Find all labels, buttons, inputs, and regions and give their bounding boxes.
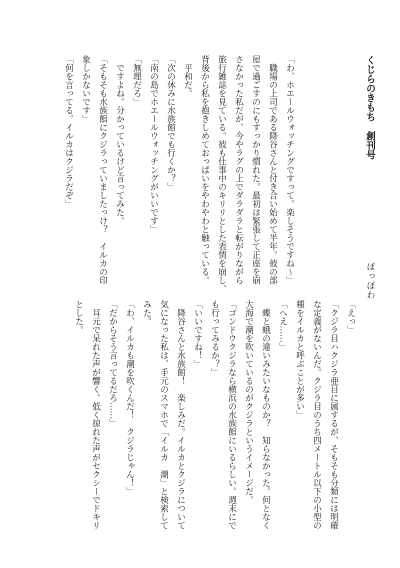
body-upper-block (60, 55, 298, 291)
text-line: 「へえ……」 (277, 300, 288, 351)
text-line: 「ゴンドウクジラなら横浜の水族館にいるらしい。週末にで (226, 300, 237, 530)
text-line: とした。 (73, 300, 84, 334)
text-line: 職場の上司である降谷さんと付き合い始めて半年。彼の部 (267, 55, 278, 285)
text-line: 象しかないです」 (80, 55, 91, 123)
text-line: 旅行雑誌を見ている。彼も仕事中のキリリとした表情を崩し、 (216, 55, 227, 293)
text-line: ですよね。分かっているけど言ってみた。 (114, 55, 125, 225)
author-name: ぽっぽわ (365, 262, 375, 300)
text-line: 種をイルカと呼ぶことが多い」 (294, 300, 305, 419)
text-line: 「次の休みに水族館でも行くか？」 (165, 55, 176, 191)
text-line: な定義がないんだ。クジラ目のうち四メートル以下の小型の (311, 300, 322, 530)
text-line: 「えっ」 (345, 300, 356, 334)
text-line: も行ってみるか？」 (209, 300, 220, 377)
text-line: 耳元で呆れた声が響く。低く掠れた声がセクシーでドキリ (90, 300, 101, 530)
text-line: さなかった私だが、今やラグの上でダラダラと転がりながら (233, 55, 244, 285)
text-line: 「南の島でホエールウォッチングがいいです」 (148, 55, 159, 234)
body-lower-block (70, 300, 359, 536)
text-line: 蝶と蛾の違いみたいなものか？ 知らなかった。何となく (260, 300, 271, 530)
text-line: 降谷さんと水族館！ 楽しみだ。イルカとクジラについて (175, 300, 186, 530)
text-line: 「無理だろ」 (131, 55, 142, 106)
text-line: 屋で過ごすのにもすっかり慣れた。最初は緊張して正座を崩 (250, 55, 261, 285)
text-line: 「そもそも水族館にクジラっていましたっけ？ イルカの印 (97, 55, 108, 285)
text-line: 「だからそう言ってるだろ……」 (107, 300, 118, 428)
text-line: 背後から私を抱きしめておっぱいをやわやわと触っている。 (199, 55, 210, 285)
text-line: 「クジラ目ハクジラ亜目に属するが、そもそも分類には明確 (328, 300, 339, 530)
publication-title: くじらのきもち 創刊号 (364, 55, 375, 160)
text-line: 大海で潮を吹いているのがクジラというイメージだ。 (243, 300, 254, 504)
text-line: 「わ、ホエールウォッチングですって。楽しそうですね〜」 (284, 55, 295, 285)
text-line: 「わ、イルカも潮を吹くんだ！ クジラじゃん！」 (124, 300, 135, 496)
text-line: 「いいですね！」 (192, 300, 203, 368)
text-line: 「何を言ってる。イルカはクジラだぞ」 (63, 55, 74, 208)
text-line: 気になった私は、手元のスマホで「イルカ 潮」と検索して (158, 300, 169, 530)
text-line: 平和だ。 (182, 55, 193, 98)
text-line: みた。 (141, 300, 152, 326)
